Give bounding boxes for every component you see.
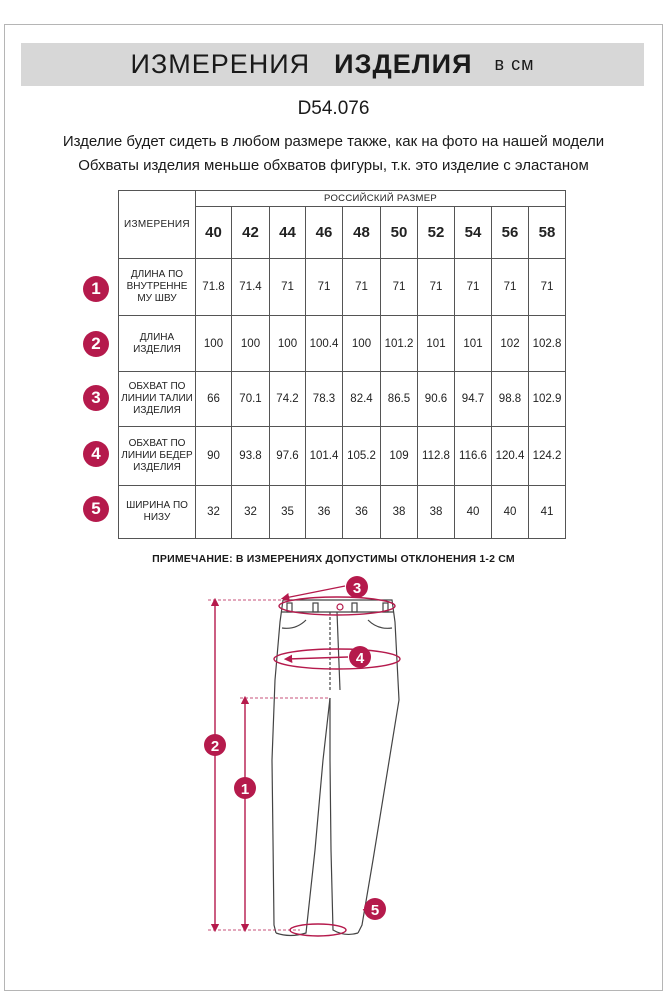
value-cell: 120.4 [492, 427, 529, 486]
value-cell: 94.7 [455, 372, 492, 427]
value-cell: 98.8 [492, 372, 529, 427]
value-cell: 71 [270, 259, 306, 316]
title-product: ИЗДЕЛИЯ [334, 49, 473, 79]
value-cell: 71 [492, 259, 529, 316]
size-cell: 42 [232, 207, 270, 259]
value-cell: 101 [455, 316, 492, 372]
title-measurements: ИЗМЕРЕНИЯ [130, 49, 311, 79]
value-cell: 35 [270, 486, 306, 539]
marker-hem: 5 [83, 496, 109, 522]
value-cell: 90 [196, 427, 232, 486]
diagram-marker-length [204, 734, 226, 756]
value-cell: 101.4 [306, 427, 343, 486]
value-cell: 32 [196, 486, 232, 539]
value-cell: 36 [343, 486, 381, 539]
title-units: в см [494, 54, 535, 74]
diagram-marker-inseam [234, 777, 256, 799]
size-cell: 54 [455, 207, 492, 259]
size-cell: 44 [270, 207, 306, 259]
measurements-header: ИЗМЕРЕНИЯ [119, 191, 196, 259]
size-cell: 50 [381, 207, 418, 259]
value-cell: 40 [455, 486, 492, 539]
row-label: ОБХВАТ ПО ЛИНИИ ТАЛИИ ИЗДЕЛИЯ [119, 372, 196, 427]
diagram-marker-waist-label: 3 [352, 580, 362, 597]
value-cell: 71 [381, 259, 418, 316]
size-cell: 56 [492, 207, 529, 259]
diagram-marker-waist [346, 576, 368, 598]
row-label: ШИРИНА ПО НИЗУ [119, 486, 196, 539]
marker-waist: 3 [83, 385, 109, 411]
pants-outline [272, 600, 399, 936]
table-row [119, 372, 566, 427]
diagram-marker-hips-label: 4 [355, 650, 365, 667]
value-cell: 82.4 [343, 372, 381, 427]
value-cell: 101.2 [381, 316, 418, 372]
value-cell: 38 [418, 486, 455, 539]
size-cell: 46 [306, 207, 343, 259]
article-number: D54.076 [297, 98, 370, 119]
value-cell: 38 [381, 486, 418, 539]
tolerance-note: ПРИМЕЧАНИЕ: В ИЗМЕРЕНИЯХ ДОПУСТИМЫ ОТКЛОНЕНИЯ 1-2 СМ [152, 553, 515, 565]
value-cell: 71.8 [196, 259, 232, 316]
size-cell: 58 [529, 207, 566, 259]
value-cell: 71 [306, 259, 343, 316]
value-cell: 102 [492, 316, 529, 372]
table-row [119, 316, 566, 372]
diagram-marker-inseam-label: 1 [240, 781, 250, 798]
measure-lines [208, 586, 400, 936]
russian-size-header: РОССИЙСКИЙ РАЗМЕР [196, 191, 566, 207]
value-cell: 100 [196, 316, 232, 372]
value-cell: 102.8 [529, 316, 566, 372]
row-label: ДЛИНА ИЗДЕЛИЯ [119, 316, 196, 372]
value-cell: 112.8 [418, 427, 455, 486]
value-cell: 66 [196, 372, 232, 427]
diagram-marker-hem-label: 5 [370, 902, 380, 919]
value-cell: 93.8 [232, 427, 270, 486]
marker-hips: 4 [83, 441, 109, 467]
value-cell: 101 [418, 316, 455, 372]
value-cell: 78.3 [306, 372, 343, 427]
value-cell: 40 [492, 486, 529, 539]
marker-length: 2 [83, 331, 109, 357]
table-row [119, 259, 566, 316]
value-cell: 100 [343, 316, 381, 372]
value-cell: 124.2 [529, 427, 566, 486]
value-cell: 100 [270, 316, 306, 372]
value-cell: 116.6 [455, 427, 492, 486]
pants-diagram [0, 570, 667, 950]
value-cell: 71 [418, 259, 455, 316]
marker-inseam: 1 [83, 276, 109, 302]
size-cell: 48 [343, 207, 381, 259]
value-cell: 70.1 [232, 372, 270, 427]
value-cell: 97.6 [270, 427, 306, 486]
value-cell: 71 [343, 259, 381, 316]
title-bar [21, 43, 644, 86]
table-row [119, 427, 566, 486]
table-row [119, 486, 566, 539]
row-label: ОБХВАТ ПО ЛИНИИ БЕДЕР ИЗДЕЛИЯ [119, 427, 196, 486]
value-cell: 32 [232, 486, 270, 539]
size-table [118, 190, 566, 539]
value-cell: 100 [232, 316, 270, 372]
value-cell: 71 [455, 259, 492, 316]
value-cell: 102.9 [529, 372, 566, 427]
diagram-marker-hem [364, 898, 386, 920]
value-cell: 71 [529, 259, 566, 316]
value-cell: 105.2 [343, 427, 381, 486]
value-cell: 71.4 [232, 259, 270, 316]
diagram-marker-length-label: 2 [210, 738, 220, 755]
size-cell: 40 [196, 207, 232, 259]
row-label: ДЛИНА ПО ВНУТРЕННЕ МУ ШВУ [119, 259, 196, 316]
diagram-marker-hips [349, 646, 371, 668]
value-cell: 100.4 [306, 316, 343, 372]
size-cell: 52 [418, 207, 455, 259]
value-cell: 109 [381, 427, 418, 486]
value-cell: 86.5 [381, 372, 418, 427]
fit-info-line: Изделие будет сидеть в любом размере также, как на фото на нашей модели [62, 133, 605, 150]
value-cell: 74.2 [270, 372, 306, 427]
value-cell: 90.6 [418, 372, 455, 427]
value-cell: 41 [529, 486, 566, 539]
stretch-info-line: Обхваты изделия меньше обхватов фигуры, т.к. это изделие с эластаном [78, 157, 589, 174]
value-cell: 36 [306, 486, 343, 539]
